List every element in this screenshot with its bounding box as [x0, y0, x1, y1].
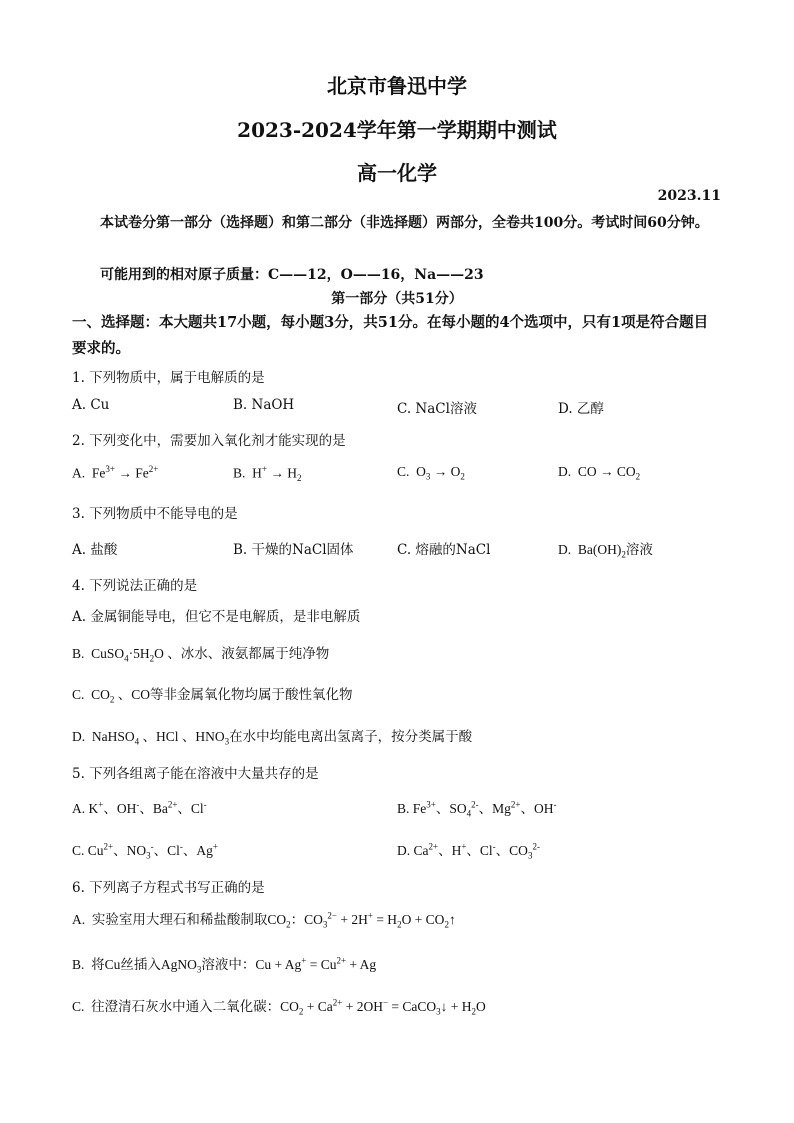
q5-option-d: D. $Ca^{2+}$、H+、Cl-、$CO_3^{2-}$ [397, 841, 540, 861]
exam-title: 2023-2024学年第一学期期中测试 [237, 118, 557, 142]
q2-stem: 2. 下列变化中，需要加入氧化剂才能实现的是 [72, 433, 346, 449]
q2-option-b: B. $H^+ \to H_2$ [233, 464, 302, 484]
q2-option-d: D. CO → $CO_2$ [558, 464, 641, 482]
q5-option-b: B. $Fe^{3+}$、$SO_4^{2-}$、$Mg^{2+}$、OH- [397, 799, 557, 819]
q1-option-c: C. NaCl溶液 [397, 401, 477, 417]
q6-stem: 6. 下列离子方程式书写正确的是 [72, 880, 265, 896]
part1-title: 第一部分（共51分） [331, 291, 463, 307]
q5-stem: 5. 下列各组离子能在溶液中大量共存的是 [72, 766, 319, 782]
q3-option-b: B. 干燥的NaCl固体 [233, 542, 354, 558]
exam-date: 2023.11 [657, 188, 721, 204]
q1-option-b: B. NaOH [233, 397, 295, 413]
q2-option-c: C. $O_3 \to O_2$ [397, 464, 465, 482]
q4-option-c: C. $CO_2$ 、CO等非金属氧化物均属于酸性氧化物 [72, 687, 353, 705]
q6-option-c: C. 往澄清石灰水中通入二氧化碳：$CO_2 + Ca^{2+} + 2OH^-$ = CaCO$_3$↓ + $H_2O$ [72, 997, 486, 1017]
q1-option-d: D. 乙醇 [558, 401, 604, 417]
q1-option-a: A. Cu [72, 397, 110, 413]
q2-option-a: A. $Fe^{3+} \to Fe^{2+}$ [72, 464, 159, 481]
q4-option-a: A. 金属铜能导电，但它不是电解质，是非电解质 [72, 609, 361, 625]
q3-option-d: D. $Ba(OH)_2$溶液 [558, 542, 653, 560]
q1-stem: 1. 下列物质中，属于电解质的是 [72, 370, 265, 386]
q6-option-b: B. 将Cu丝插入AgNO$_3$溶液中：$Cu + Ag^+ = Cu^{2+} + Ag$ [72, 955, 377, 975]
q6-option-a: A. 实验室用大理石和稀盐酸制取$CO_2$：$CO_3^{2-} + 2H^+ = H_2O$ + $CO_2↑$ [72, 910, 456, 930]
part1-instruction: 一、选择题：本大题共17小题，每小题3分，共51分。在每小题的4个选项中，只有1项是符合题目要求的。 [72, 314, 709, 357]
q5-option-c: C. $Cu^{2+}$、$NO_3^-$、Cl-、Ag+ [72, 841, 218, 861]
subject-title: 高一化学 [357, 161, 437, 185]
q4-option-d: D. NaHSO$_4$ 、HCl 、$HNO_3$在水中均能电离出氢离子，按分类属于酸 [72, 729, 473, 747]
school-title: 北京市鲁迅中学 [327, 74, 467, 98]
intro-text: 本试卷分第一部分（选择题）和第二部分（非选择题）两部分，全卷共100分。考试时间60分钟。 [100, 215, 709, 231]
q3-stem: 3. 下列物质中不能导电的是 [72, 506, 238, 522]
q4-stem: 4. 下列说法正确的是 [72, 578, 198, 594]
q4-option-b: B. $CuSO_4\cdot 5H_2O$ 、冰水、液氨都属于纯净物 [72, 646, 330, 664]
atomic-mass-note: 可能用到的相对原子质量：C——12，O——16，Na——23 [100, 267, 484, 283]
q5-option-a: A. K+、OH-、$Ba^{2+}$、Cl- [72, 799, 207, 816]
q3-option-a: A. 盐酸 [72, 542, 118, 558]
q3-option-c: C. 熔融的NaCl [397, 542, 491, 558]
